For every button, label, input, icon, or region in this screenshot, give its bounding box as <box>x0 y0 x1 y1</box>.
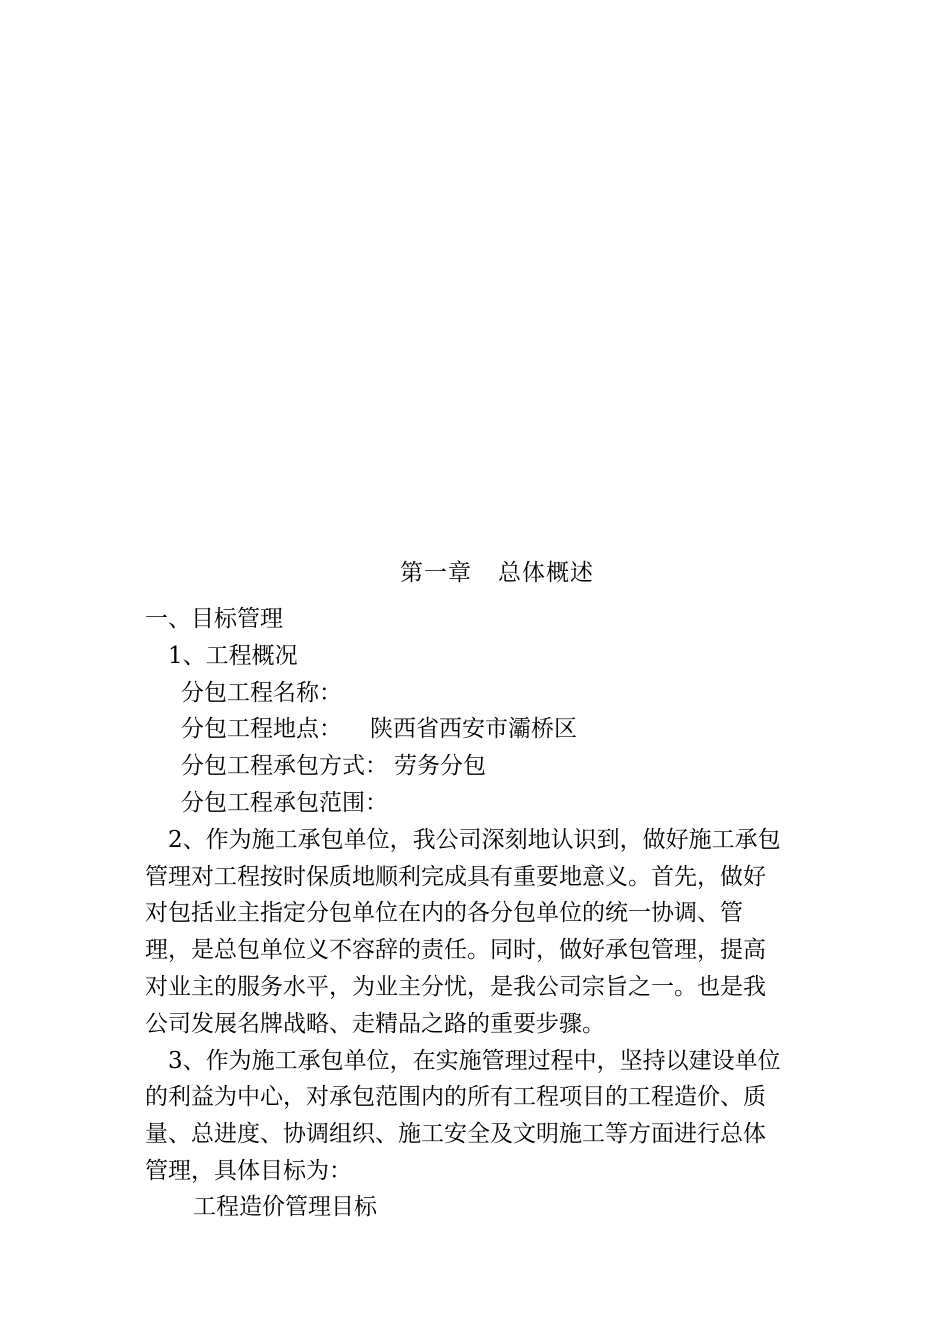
item-2-line: 2、作为施工承包单位，我公司深刻地认识到，做好施工承包 <box>168 827 781 853</box>
chapter-name: 总体概述 <box>498 560 594 586</box>
item-1-heading: 1、工程概况 <box>168 643 298 669</box>
item-3-line: 3、作为施工承包单位，在实施管理过程中，坚持以建设单位 <box>168 1048 781 1074</box>
project-name-row <box>181 678 342 708</box>
section-heading: 一、目标管理 <box>145 606 283 632</box>
item-3-line: 管理，具体目标为： <box>145 1158 352 1184</box>
project-location-value: 陕西省西安市灞桥区 <box>370 716 577 742</box>
item-3-line: 量、总进度、协调组织、施工安全及文明施工等方面进行总体 <box>145 1121 766 1147</box>
item-3-line: 的利益为中心，对承包范围内的所有工程项目的工程造价、质 <box>145 1084 766 1110</box>
cost-target-heading: 工程造价管理目标 <box>193 1194 377 1220</box>
project-location-label: 分包工程地点： <box>181 716 342 742</box>
item-2-line: 对业主的服务水平，为业主分忧，是我公司宗旨之一。也是我 <box>145 974 766 1000</box>
item-2-line: 公司发展名牌战略、走精品之路的重要步骤。 <box>145 1011 605 1037</box>
project-location-row <box>181 714 577 744</box>
contract-mode-row <box>181 751 486 781</box>
contract-scope-label: 分包工程承包范围： <box>181 790 388 816</box>
item-2-line: 理，是总包单位义不容辞的责任。同时，做好承包管理，提高 <box>145 937 766 963</box>
item-2-line: 管理对工程按时保质地顺利完成具有重要地意义。首先，做好 <box>145 864 766 890</box>
chapter-number: 第一章 <box>400 560 472 586</box>
contract-mode-value: 劳务分包 <box>394 753 486 779</box>
chapter-title <box>0 558 950 588</box>
item-2-line: 对包括业主指定分包单位在内的各分包单位的统一协调、管 <box>145 900 743 926</box>
contract-mode-label: 分包工程承包方式： <box>181 753 388 779</box>
contract-scope-row <box>181 788 388 818</box>
project-name-label: 分包工程名称： <box>181 680 342 706</box>
